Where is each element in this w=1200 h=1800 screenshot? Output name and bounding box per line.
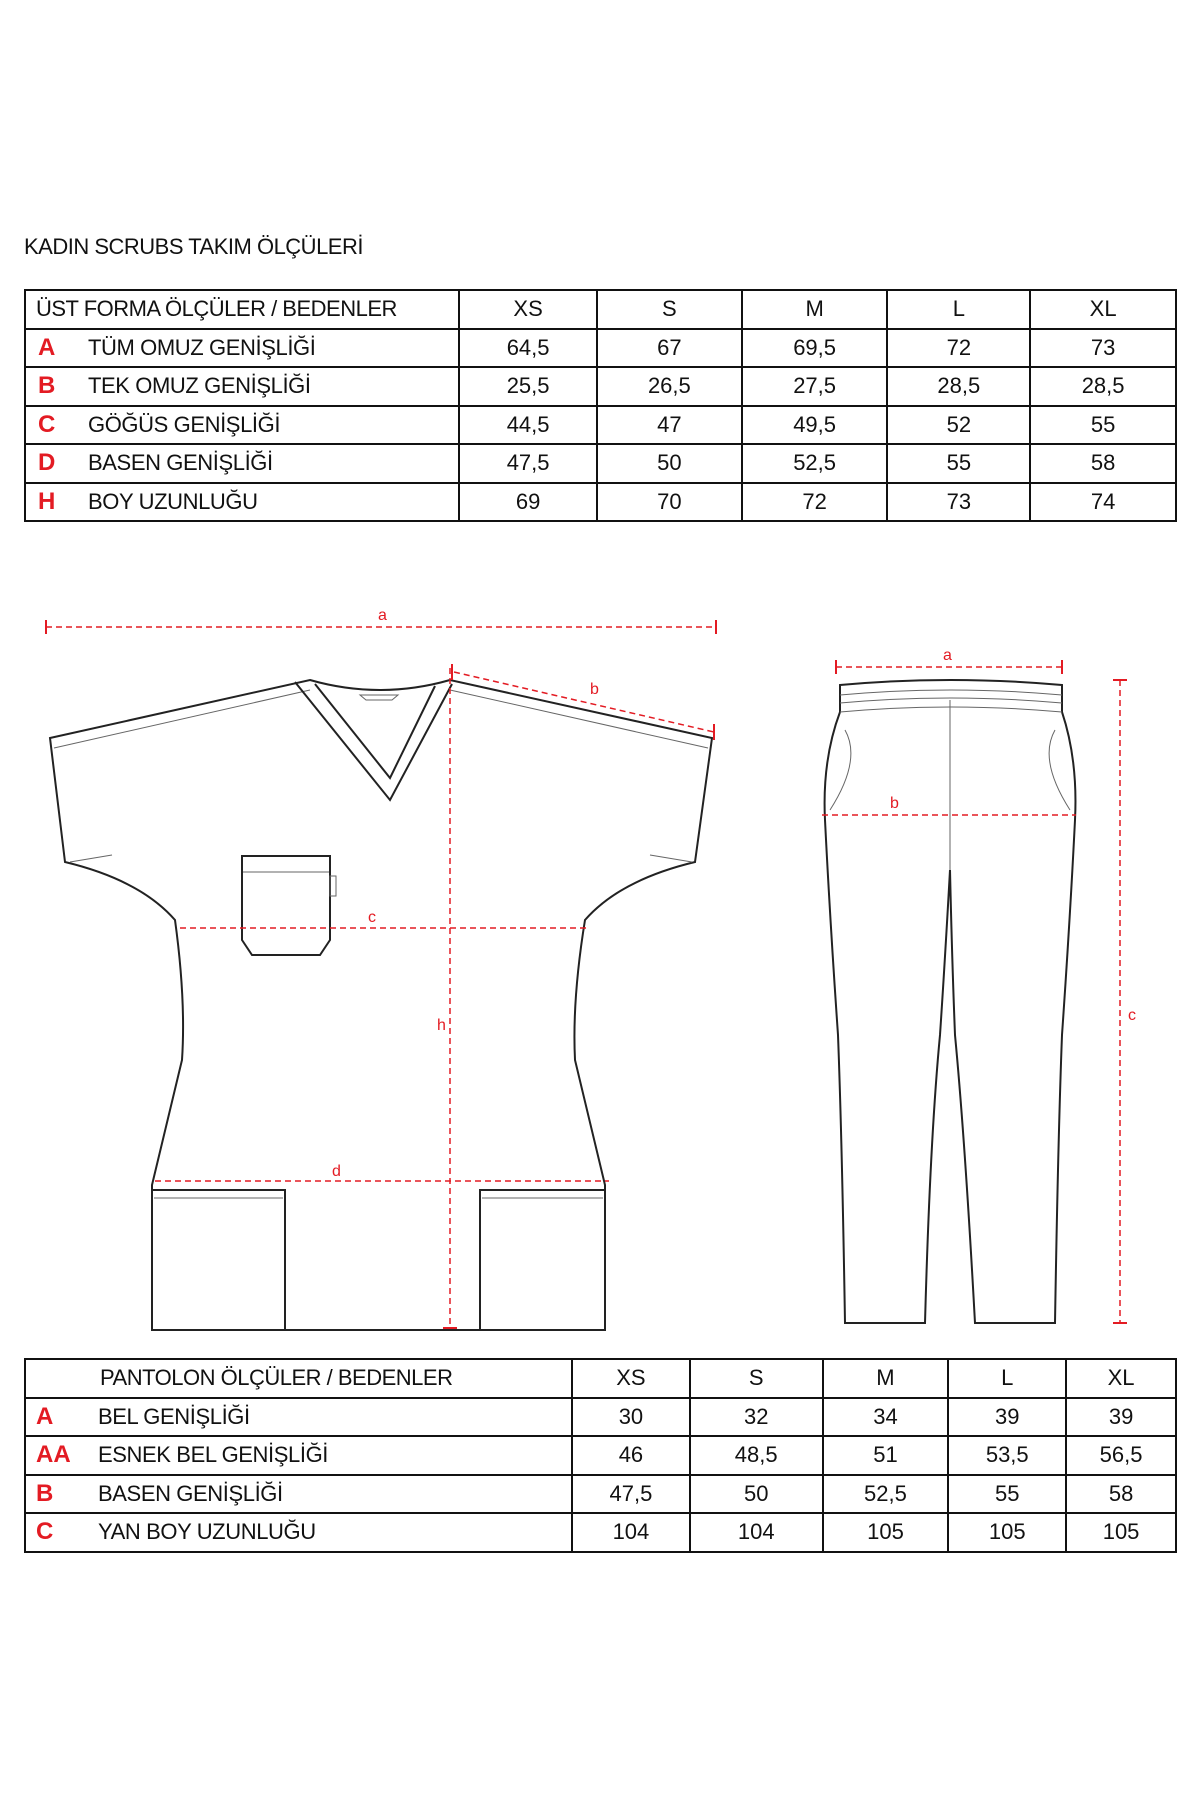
measurement-label: GÖĞÜS GENİŞLİĞİ [88,411,281,437]
measurement-label: BASEN GENİŞLİĞİ [98,1480,283,1506]
table-cell: 67 [597,329,742,368]
measurement-code: C [38,410,56,438]
table-cell: 56,5 [1066,1436,1176,1475]
size-header: M [742,290,888,329]
bottom-size-table [24,1358,1177,1553]
table-cell: 55 [948,1475,1066,1514]
table-cell: 50 [690,1475,823,1514]
scrub-pants-drawing [825,680,1076,1323]
table-cell: 104 [572,1513,690,1552]
table-row [25,1436,1176,1475]
table-cell: 105 [823,1513,949,1552]
table-cell: 51 [823,1436,949,1475]
table-cell: 25,5 [459,367,597,406]
table-cell: 58 [1030,444,1176,483]
measurement-label: TÜM OMUZ GENİŞLİĞİ [88,334,316,360]
measurement-code: H [38,487,56,515]
table-cell: 30 [572,1398,690,1437]
table-cell: 58 [1066,1475,1176,1514]
table-cell: 47,5 [459,444,597,483]
table-cell: 55 [1030,406,1176,445]
table-header-row [25,1359,1176,1398]
table-cell: 26,5 [597,367,742,406]
table-cell: 73 [1030,329,1176,368]
table-cell: 105 [1066,1513,1176,1552]
table-row [25,1513,1176,1552]
size-header: L [887,290,1030,329]
measurement-label: BOY UZUNLUĞU [88,488,258,514]
measurement-code: C [36,1518,54,1546]
table-cell: 49,5 [742,406,888,445]
table-cell: 47,5 [572,1475,690,1514]
measurement-code: D [38,449,56,477]
table-cell: 72 [887,329,1030,368]
measurement-code: B [36,1479,54,1507]
table-cell: 27,5 [742,367,888,406]
table-cell: 46 [572,1436,690,1475]
size-header: XL [1066,1359,1176,1398]
table-header-label: ÜST FORMA ÖLÇÜLER / BEDENLER [25,290,459,329]
table-cell: 52,5 [742,444,888,483]
table-cell: 32 [690,1398,823,1437]
table-cell: 34 [823,1398,949,1437]
table-cell: 28,5 [1030,367,1176,406]
table-cell: 48,5 [690,1436,823,1475]
table-cell: 47 [597,406,742,445]
measurement-code: AA [36,1441,71,1469]
table-cell: 69,5 [742,329,888,368]
measurement-label: TEK OMUZ GENİŞLİĞİ [88,373,311,399]
table-cell: 104 [690,1513,823,1552]
measurement-code: A [38,333,56,361]
table-cell: 44,5 [459,406,597,445]
table-cell: 69 [459,483,597,522]
table-cell: 73 [887,483,1030,522]
table-cell: 74 [1030,483,1176,522]
table-cell: 70 [597,483,742,522]
table-cell: 53,5 [948,1436,1066,1475]
table-row [25,1475,1176,1514]
dimension-label-h: h [437,1017,446,1034]
measurement-code: B [38,372,56,400]
size-header: M [823,1359,949,1398]
measurement-code: A [36,1402,54,1430]
pants-dimension-lines [822,647,1136,1323]
page-title: KADIN SCRUBS TAKIM ÖLÇÜLERİ [24,234,363,259]
size-header: XS [572,1359,690,1398]
table-cell: 52,5 [823,1475,949,1514]
table-cell: 39 [948,1398,1066,1437]
table-row [25,1398,1176,1437]
size-header: S [690,1359,823,1398]
table-cell: 52 [887,406,1030,445]
table-cell: 55 [887,444,1030,483]
measurement-label: BEL GENİŞLİĞİ [98,1403,250,1429]
measurement-label: BASEN GENİŞLİĞİ [88,450,273,476]
size-header: XL [1030,290,1176,329]
measurement-label: YAN BOY UZUNLUĞU [98,1519,316,1545]
size-header: L [948,1359,1066,1398]
scrub-top-drawing [50,680,712,1330]
measurement-label: ESNEK BEL GENİŞLİĞİ [98,1442,329,1468]
table-header-label: PANTOLON ÖLÇÜLER / BEDENLER [25,1359,572,1398]
table-cell: 50 [597,444,742,483]
size-header: XS [459,290,597,329]
table-cell: 72 [742,483,888,522]
pants-dimension-label-b: b [890,795,899,812]
table-cell: 39 [1066,1398,1176,1437]
dimension-label-a: a [378,607,387,624]
size-header: S [597,290,742,329]
pants-dimension-label-a: a [943,647,952,664]
table-cell: 28,5 [887,367,1030,406]
table-cell: 105 [948,1513,1066,1552]
dimension-label-c: c [368,909,376,926]
dimension-label-d: d [332,1163,341,1180]
table-cell: 64,5 [459,329,597,368]
dimension-label-b: b [590,681,599,698]
top-dimension-lines [46,607,716,1328]
pants-dimension-label-c: c [1128,1007,1136,1024]
